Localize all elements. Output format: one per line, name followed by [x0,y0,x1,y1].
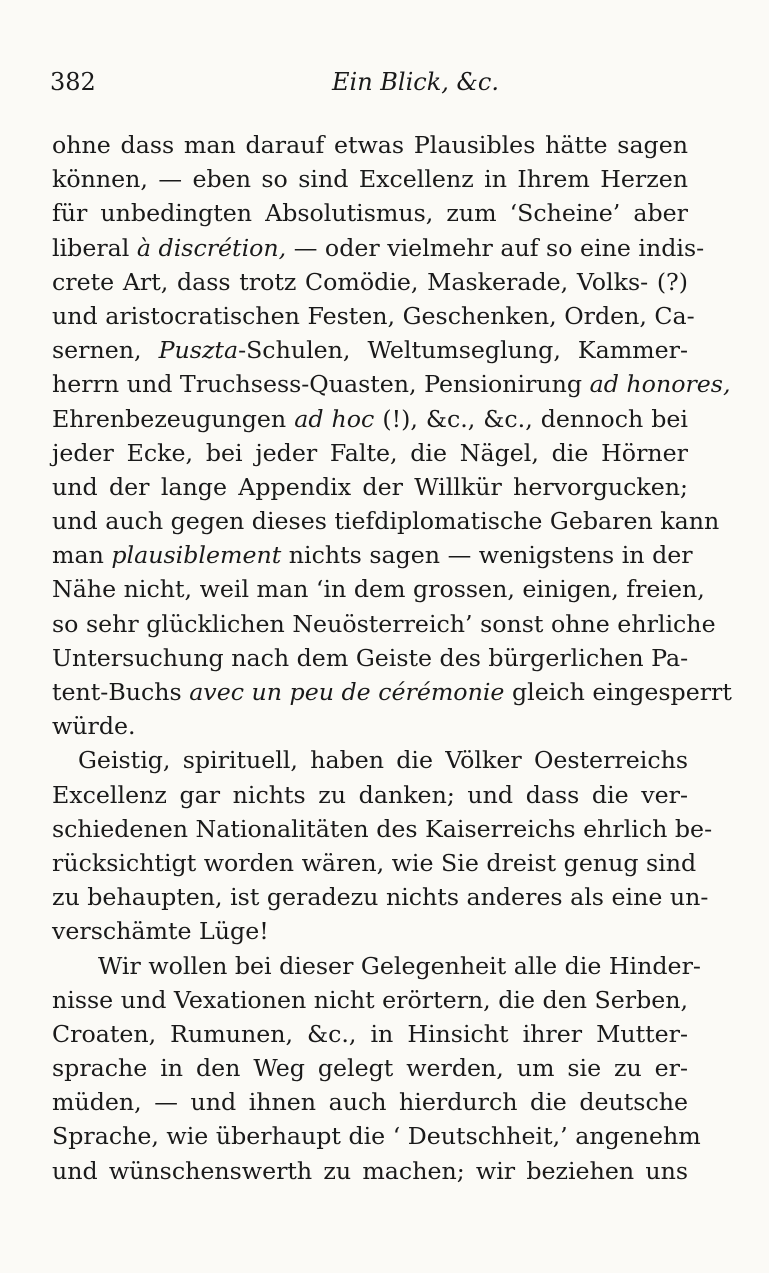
text-segment: herrn und Truchsess-Quasten, Pensionirung [52,370,590,399]
text-line [52,128,688,162]
text-segment: crete Art, dass trotz Comödie, Maskerade, Volks- (?) [52,267,688,296]
text-line [52,1154,688,1188]
text-line [52,846,697,880]
text-line [52,607,716,641]
text-line [52,538,693,572]
text-segment: Wir wollen bei dieser Gelegenheit alle die Hinder- [98,951,701,980]
text-segment: — oder vielmehr auf so eine indis- [286,233,705,262]
text-line [52,641,688,675]
text-line [52,162,688,196]
text-line [52,709,688,743]
text-segment: und der lange Appendix der Willkür hervorgucken; [52,472,688,501]
text-line [52,812,713,846]
page-header [50,68,690,108]
text-segment: verschämte Lüge! [52,917,269,946]
text-line [52,743,688,777]
text-line [52,470,688,504]
text-segment: und aristocratischen Festen, Geschenken, Orden, Ca- [52,301,695,330]
text-line [52,436,688,470]
text-line [52,1051,688,1085]
text-line [52,572,705,606]
text-segment: liberal [52,233,137,262]
text-line [52,1119,701,1153]
text-segment: würde. [52,712,136,741]
text-segment: und wünschenswerth zu machen; wir beziehen uns [52,1156,688,1185]
text-line [52,231,705,265]
text-line [52,1085,688,1119]
text-segment: für unbedingten Absolutismus, zum ‘Scheine’ aber [52,199,688,228]
text-segment: tent-Buchs [52,678,190,706]
text-line [52,196,688,230]
text-line [52,333,688,367]
italic-segment: à discrétion, [136,233,287,262]
running-head: Ein Blick, &c. [332,68,499,96]
text-segment: Geistig, spirituell, haben die Völker Oesterreichs [78,746,688,775]
text-segment: nisse und Vexationen nicht erörtern, die den Serben, [52,985,689,1014]
text-line [52,504,720,538]
page-number: 382 [50,68,96,96]
text-segment: sernen, [52,336,159,365]
text-line [52,402,688,436]
text-line [52,880,709,914]
text-line [52,265,688,299]
text-segment: Sprache, wie überhaupt die ‘ Deutschheit,’ angenehm [52,1122,701,1151]
text-segment: müden, — und ihnen auch hierdurch die deutsche [52,1088,688,1117]
text-line [52,983,688,1017]
text-segment: Untersuchung nach dem Geiste des bürgerlichen Pa- [52,643,689,672]
text-segment: gleich eingesperrt [504,678,732,706]
text-segment: man [52,541,112,570]
text-segment: Nähe nicht, weil man ‘in dem grossen, einigen, freien, [52,575,705,604]
text-segment: schiedenen Nationalitäten des Kaiserreichs ehrlich be- [52,814,713,843]
text-line [52,914,688,948]
text-segment: können, — eben so sind Excellenz in Ihrem Herzen [52,165,688,194]
text-segment: Ehrenbezeugungen [52,404,295,433]
text-line [52,367,731,401]
text-segment: sprache in den Weg gelegt werden, um sie zu er- [52,1054,688,1083]
italic-segment: plausiblement [111,541,282,570]
text-segment: nichts sagen — wenigstens in der [281,541,693,570]
text-segment: -Schulen, Weltumseglung, Kammer- [238,336,688,365]
text-line [52,1017,688,1051]
text-segment: jeder Ecke, bei jeder Falte, die Nägel, die Hörner [52,438,688,467]
text-segment: zu behaupten, ist geradezu nichts anderes als eine un- [52,883,709,912]
text-segment: so sehr glücklichen Neuösterreich’ sonst ohne ehrliche [52,609,716,638]
italic-segment: avec un peu de cérémonie [189,678,505,706]
text-segment: und auch gegen dieses tiefdiplomatische Gebaren kann [52,507,720,536]
text-segment: Croaten, Rumunen, &c., in Hinsicht ihrer Mutter- [52,1019,688,1048]
text-line [52,299,695,333]
text-segment: Excellenz gar nichts zu danken; und dass die ver- [52,780,688,809]
text-line [52,778,688,812]
text-segment: rücksichtigt worden wären, wie Sie dreist genug sind [52,848,697,877]
text-line [52,675,732,709]
text-segment: ohne dass man darauf etwas Plausibles hätte sagen [52,131,688,159]
italic-segment: ad honores, [589,370,731,399]
body-text [52,128,732,1188]
text-line [52,949,701,983]
text-segment: (!), &c., &c., dennoch bei [374,404,688,433]
italic-segment: Puszta [158,336,239,365]
italic-segment: ad hoc [294,404,375,433]
